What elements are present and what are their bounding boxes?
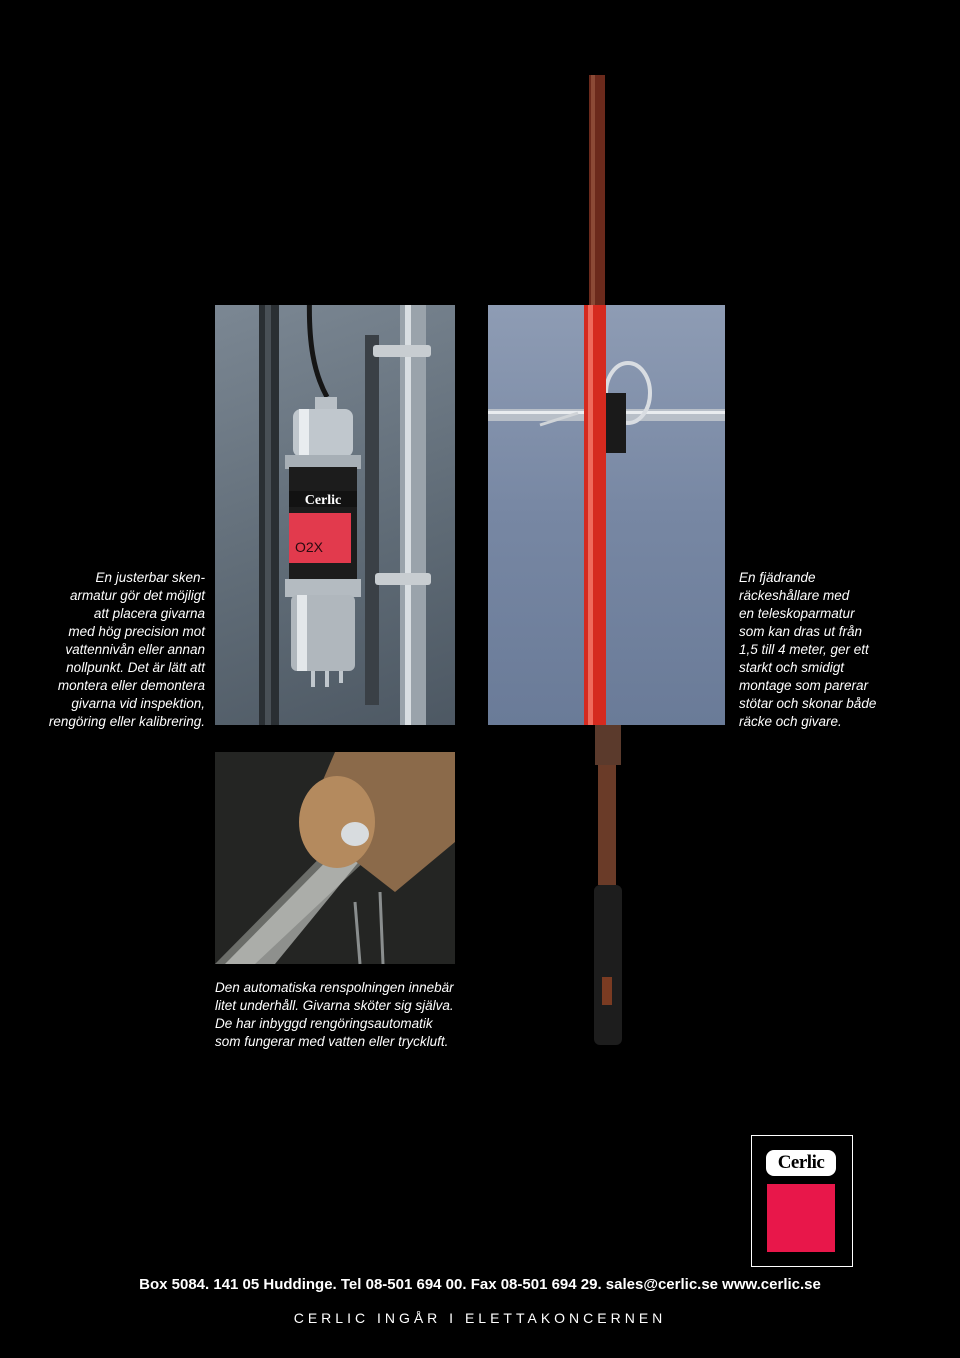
logo-red-square	[767, 1184, 835, 1252]
contact-info: Box 5084. 141 05 Huddinge. Tel 08-501 694 00. Fax 08-501 694 29. sales@cerlic.se www.cerlic.se	[139, 1276, 821, 1293]
telescopic-pole	[580, 75, 640, 1045]
group-statement: CERLIC INGÅR I ELETTAKONCERNEN	[293, 1310, 667, 1326]
sensor-model-label: O2X	[294, 539, 324, 555]
flushing-illustration	[215, 752, 455, 964]
logo-wordmark: Cerlic	[766, 1150, 836, 1176]
caption-adjustable-rail: En justerbar sken- armatur gör det möjligt att placera givarna med hög precision mot vattennivån eller annan nollpunkt. Det är lätt att montera eller demontera givarna vid inspektion, rengöring eller kalibrering.	[48, 570, 205, 729]
cerlic-logo	[751, 1135, 853, 1267]
sensor-rail-illustration	[215, 305, 455, 725]
caption-flushing: Den automatiska renspolningen innebär litet underhåll. Givarna sköter sig själva. De har inbyggd rengöringsautomatik som fungerar med vatten eller tryckluft.	[215, 980, 454, 1049]
caption-rail-holder: En fjädrande räckeshållare med en teleskoparmatur som kan dras ut från 1,5 till 4 meter, ger ett starkt och smidigt montage som parerar stötar och skonar både räcke och givare.	[739, 570, 877, 729]
flushing-photo	[215, 752, 455, 964]
sensor-brand-label: Cerlic	[304, 493, 342, 508]
sensor-rail-photo	[215, 305, 455, 725]
